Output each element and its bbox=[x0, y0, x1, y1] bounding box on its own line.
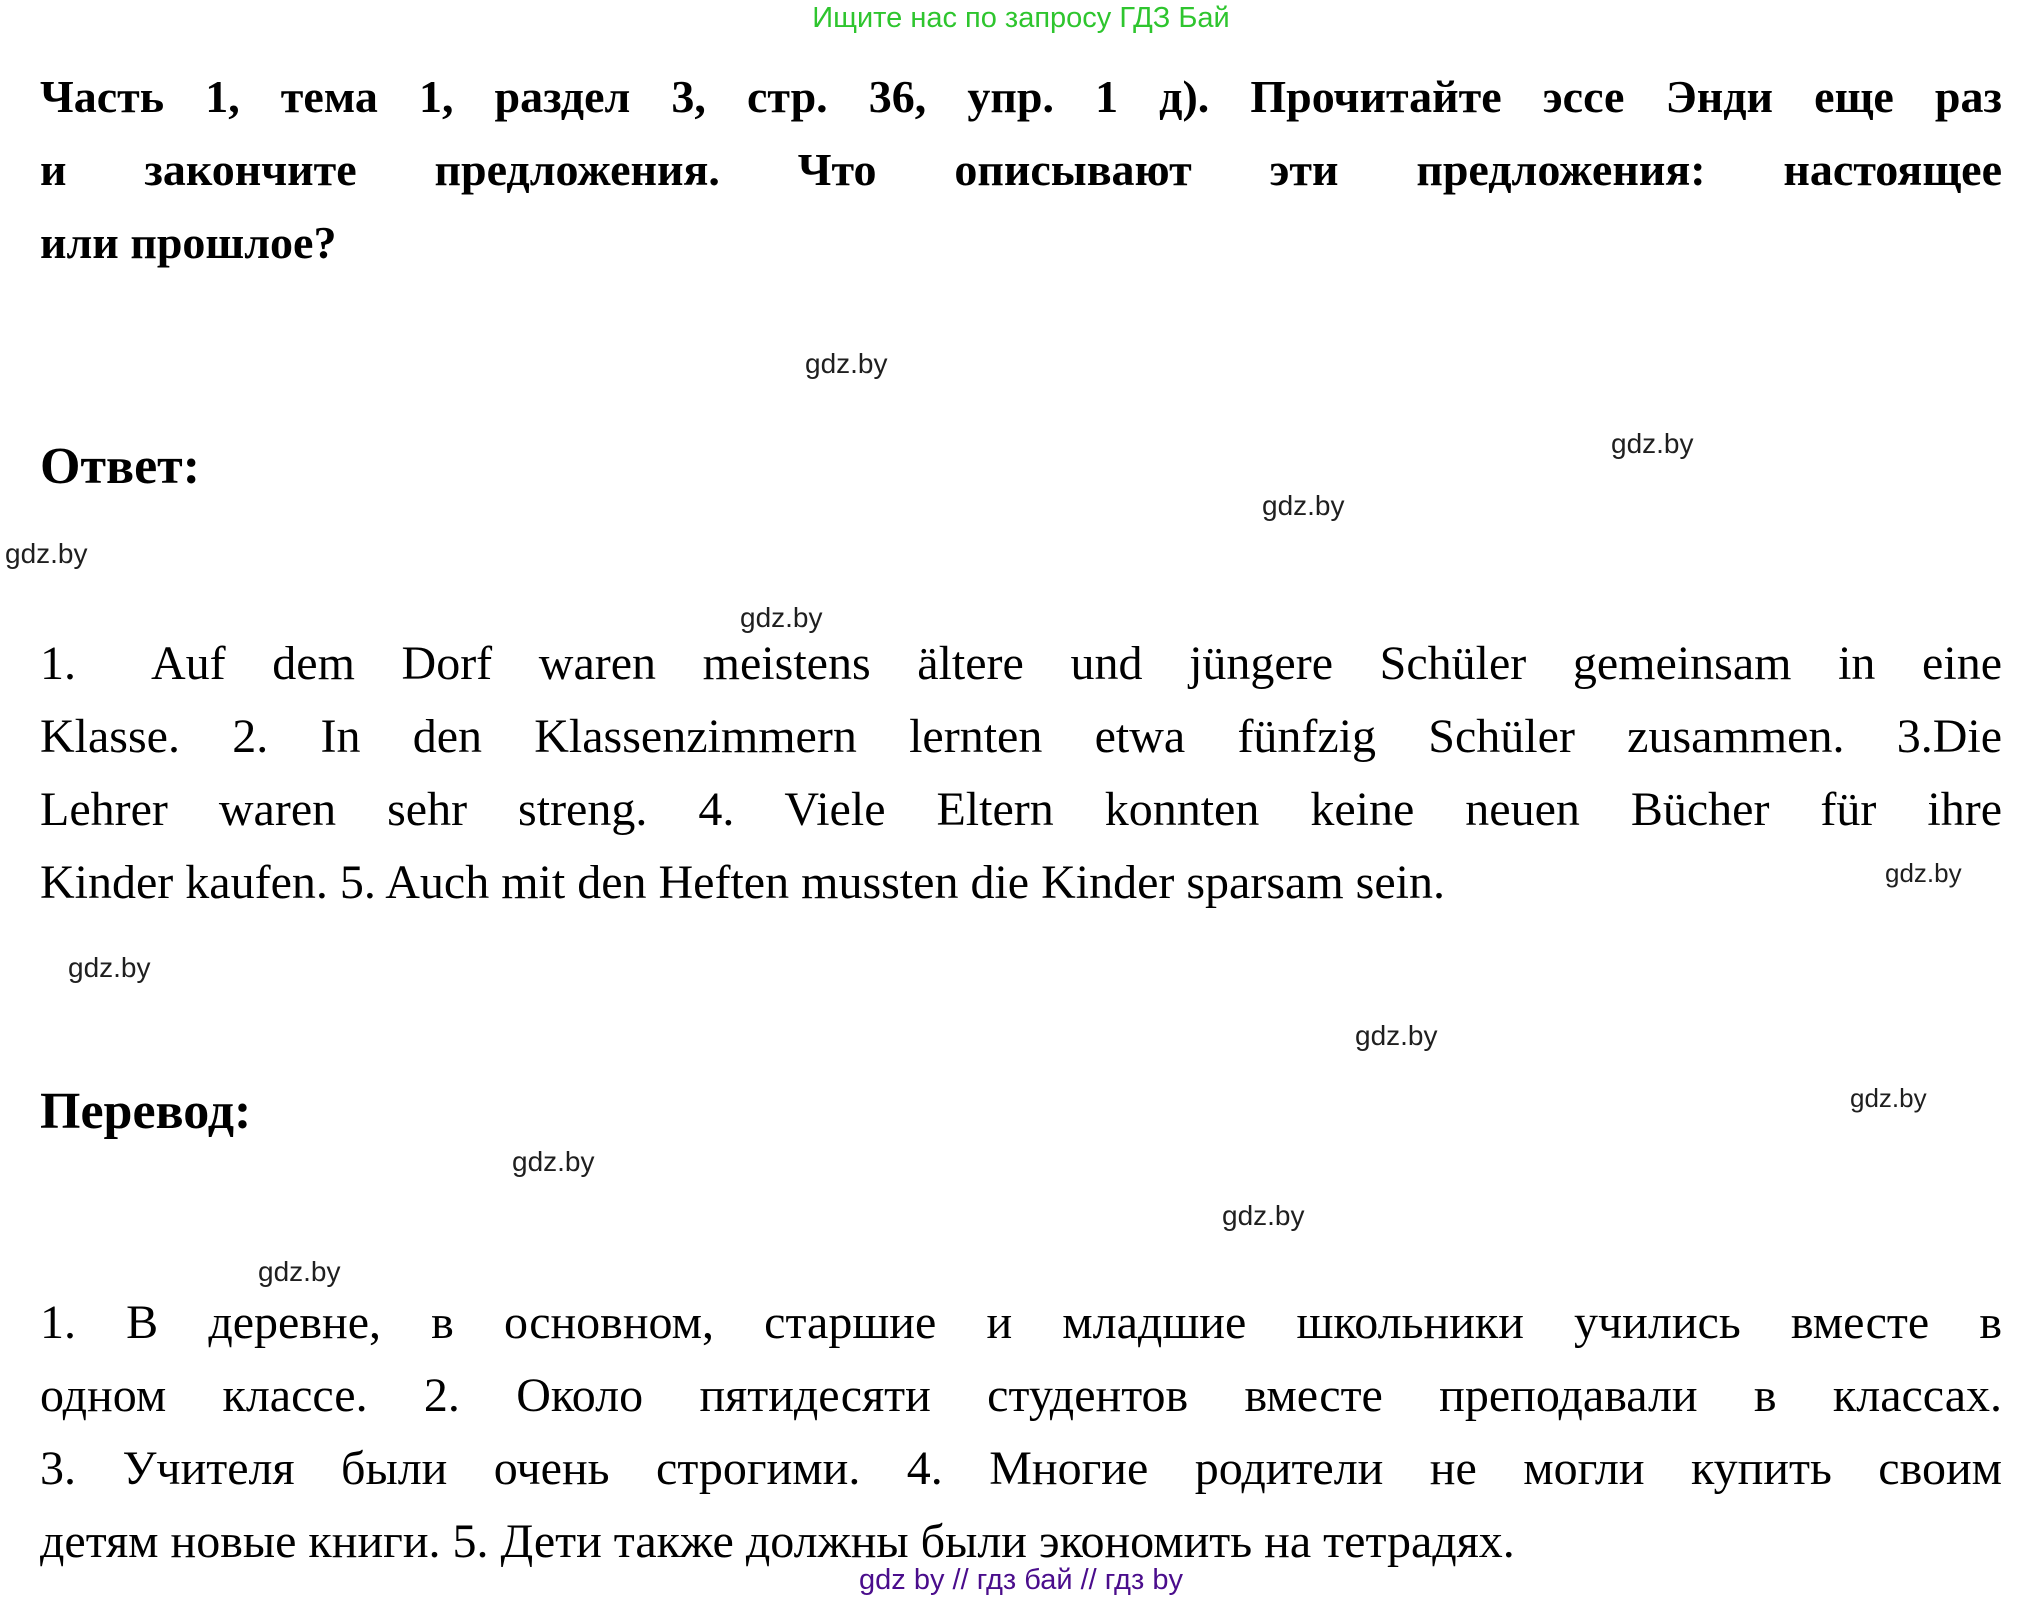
translation-line: одном классе. 2. Около пятидесяти студентов вместе преподавали в классах. bbox=[40, 1369, 2002, 1422]
answer-line-text: Auf dem Dorf waren meistens ältere und jüngere Schüler gemeinsam in eine bbox=[151, 637, 2002, 690]
answer-item-number: 1. bbox=[40, 637, 76, 690]
translation-text bbox=[40, 1286, 2002, 1578]
answer-line bbox=[40, 627, 2002, 700]
task-title-line: и закончите предложения. Что описывают эти предложения: настоящее bbox=[40, 144, 2002, 195]
translation-line: 1. В деревне, в основном, старшие и младшие школьники учились вместе в bbox=[40, 1296, 2002, 1349]
translation-line: детям новые книги. 5. Дети также должны были экономить на тетрадях. bbox=[40, 1515, 1515, 1568]
watermark-gdz: gdz.by bbox=[258, 1256, 341, 1287]
translation-line: 3. Учителя были очень строгими. 4. Многие родители не могли купить своим bbox=[40, 1442, 2002, 1495]
answer-text bbox=[40, 627, 2002, 919]
answer-label: Ответ: bbox=[40, 438, 201, 495]
watermark-gdz: gdz.by bbox=[1355, 1020, 1438, 1051]
promo-banner: Ищите нас по запросу ГДЗ Бай bbox=[812, 2, 1230, 34]
answer-line: Lehrer waren sehr streng. 4. Viele Eltern konnten keine neuen Bücher für ihre bbox=[40, 783, 2002, 836]
task-title-line: Часть 1, тема 1, раздел 3, стр. 36, упр. 1 д). Прочитайте эссе Энди еще раз bbox=[40, 71, 2002, 122]
answer-line: Klasse. 2. In den Klassenzimmern lernten etwa fünfzig Schüler zusammen. 3.Die bbox=[40, 710, 2002, 763]
watermark-gdz: gdz.by bbox=[1850, 1083, 1927, 1113]
watermark-gdz: gdz.by bbox=[1611, 428, 1694, 459]
watermark-gdz: gdz.by bbox=[5, 538, 88, 569]
footer-watermark: gdz by // гдз бай // гдз by bbox=[859, 1564, 1183, 1596]
task-title bbox=[40, 60, 2002, 279]
task-title-line: или прошлое? bbox=[40, 217, 337, 268]
watermark-gdz: gdz.by bbox=[68, 952, 151, 983]
watermark-gdz: gdz.by bbox=[1885, 858, 1962, 888]
watermark-gdz: gdz.by bbox=[1262, 490, 1345, 521]
watermark-gdz: gdz.by bbox=[512, 1146, 595, 1177]
translation-label: Перевод: bbox=[40, 1083, 252, 1140]
watermark-gdz: gdz.by bbox=[805, 348, 888, 379]
watermark-gdz: gdz.by bbox=[740, 602, 823, 633]
answer-line: Kinder kaufen. 5. Auch mit den Heften mussten die Kinder sparsam sein. bbox=[40, 856, 1445, 909]
watermark-gdz: gdz.by bbox=[1222, 1200, 1305, 1231]
